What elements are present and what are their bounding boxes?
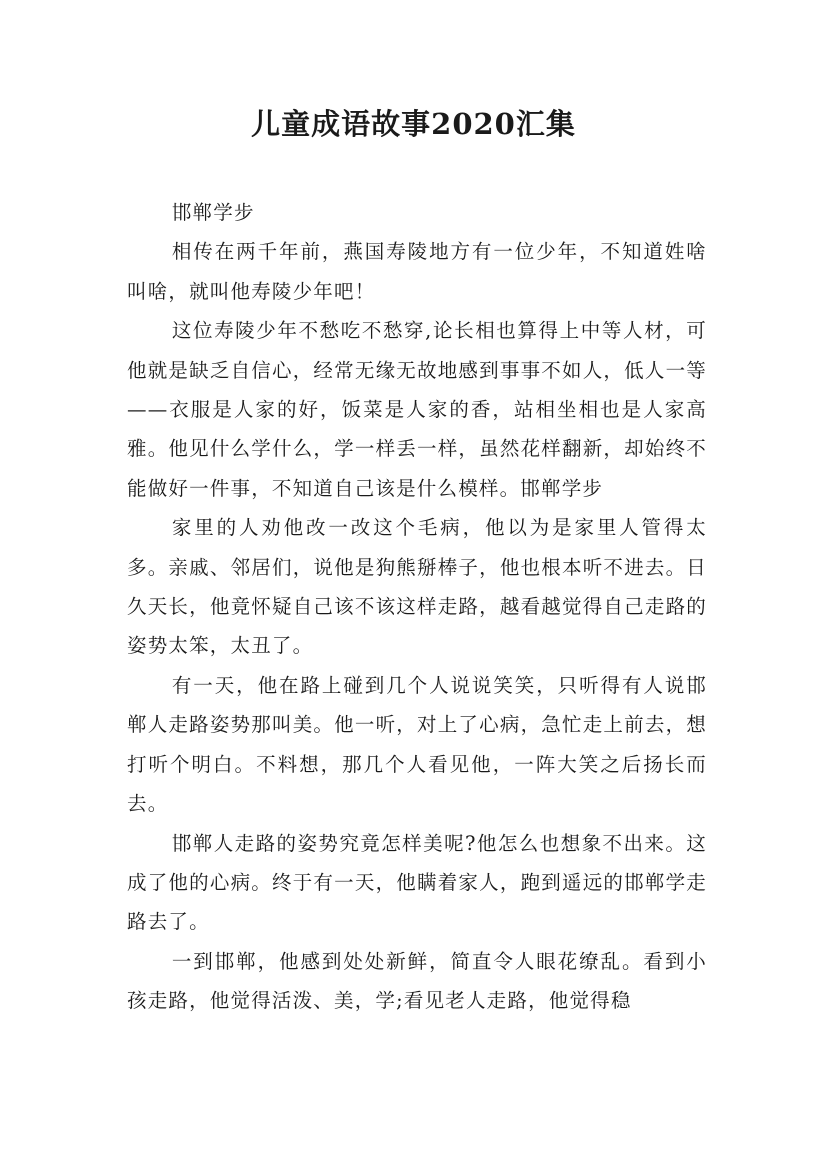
paragraph: 一到邯郸，他感到处处新鲜，简直令人眼花缭乱。看到小孩走路，他觉得活泼、美，学;看见老人走路，他觉得稳 — [127, 949, 707, 1013]
paragraph: 相传在两千年前，燕国寿陵地方有一位少年，不知道姓啥叫啥，就叫他寿陵少年吧！ — [127, 240, 707, 303]
paragraph: 这位寿陵少年不愁吃不愁穿,论长相也算得上中等人材，可他就是缺乏自信心，经常无缘无故地感到事事不如人，低人一等——衣服是人家的好，饭菜是人家的香，站相坐相也是人家高雅。他见什么学什么，学一样丢一样，虽然花样翻新，却始终不能做好一件事，不知道自己该是什么模样。邯郸学步 — [127, 319, 707, 500]
paragraph: 家里的人劝他改一改这个毛病，他以为是家里人管得太多。亲戚、邻居们，说他是狗熊掰棒子，他也根本听不进去。日久天长，他竟怀疑自己该不该这样走路，越看越觉得自己走路的姿势太笨，太丑了。 — [127, 516, 707, 658]
section-heading: 邯郸学步 — [171, 201, 255, 224]
paragraph: 邯郸人走路的姿势究竟怎样美呢?他怎么也想象不出来。这成了他的心病。终于有一天，他瞒着家人，跑到遥远的邯郸学走路去了。 — [127, 831, 707, 934]
document-body — [127, 193, 707, 1021]
document-title: 儿童成语故事2020汇集 — [251, 107, 576, 141]
paragraph: 有一天，他在路上碰到几个人说说笑笑，只听得有人说邯郸人走路姿势那叫美。他一听，对上了心病，急忙走上前去，想打听个明白。不料想，那几个人看见他，一阵大笑之后扬长而去。 — [127, 673, 707, 816]
